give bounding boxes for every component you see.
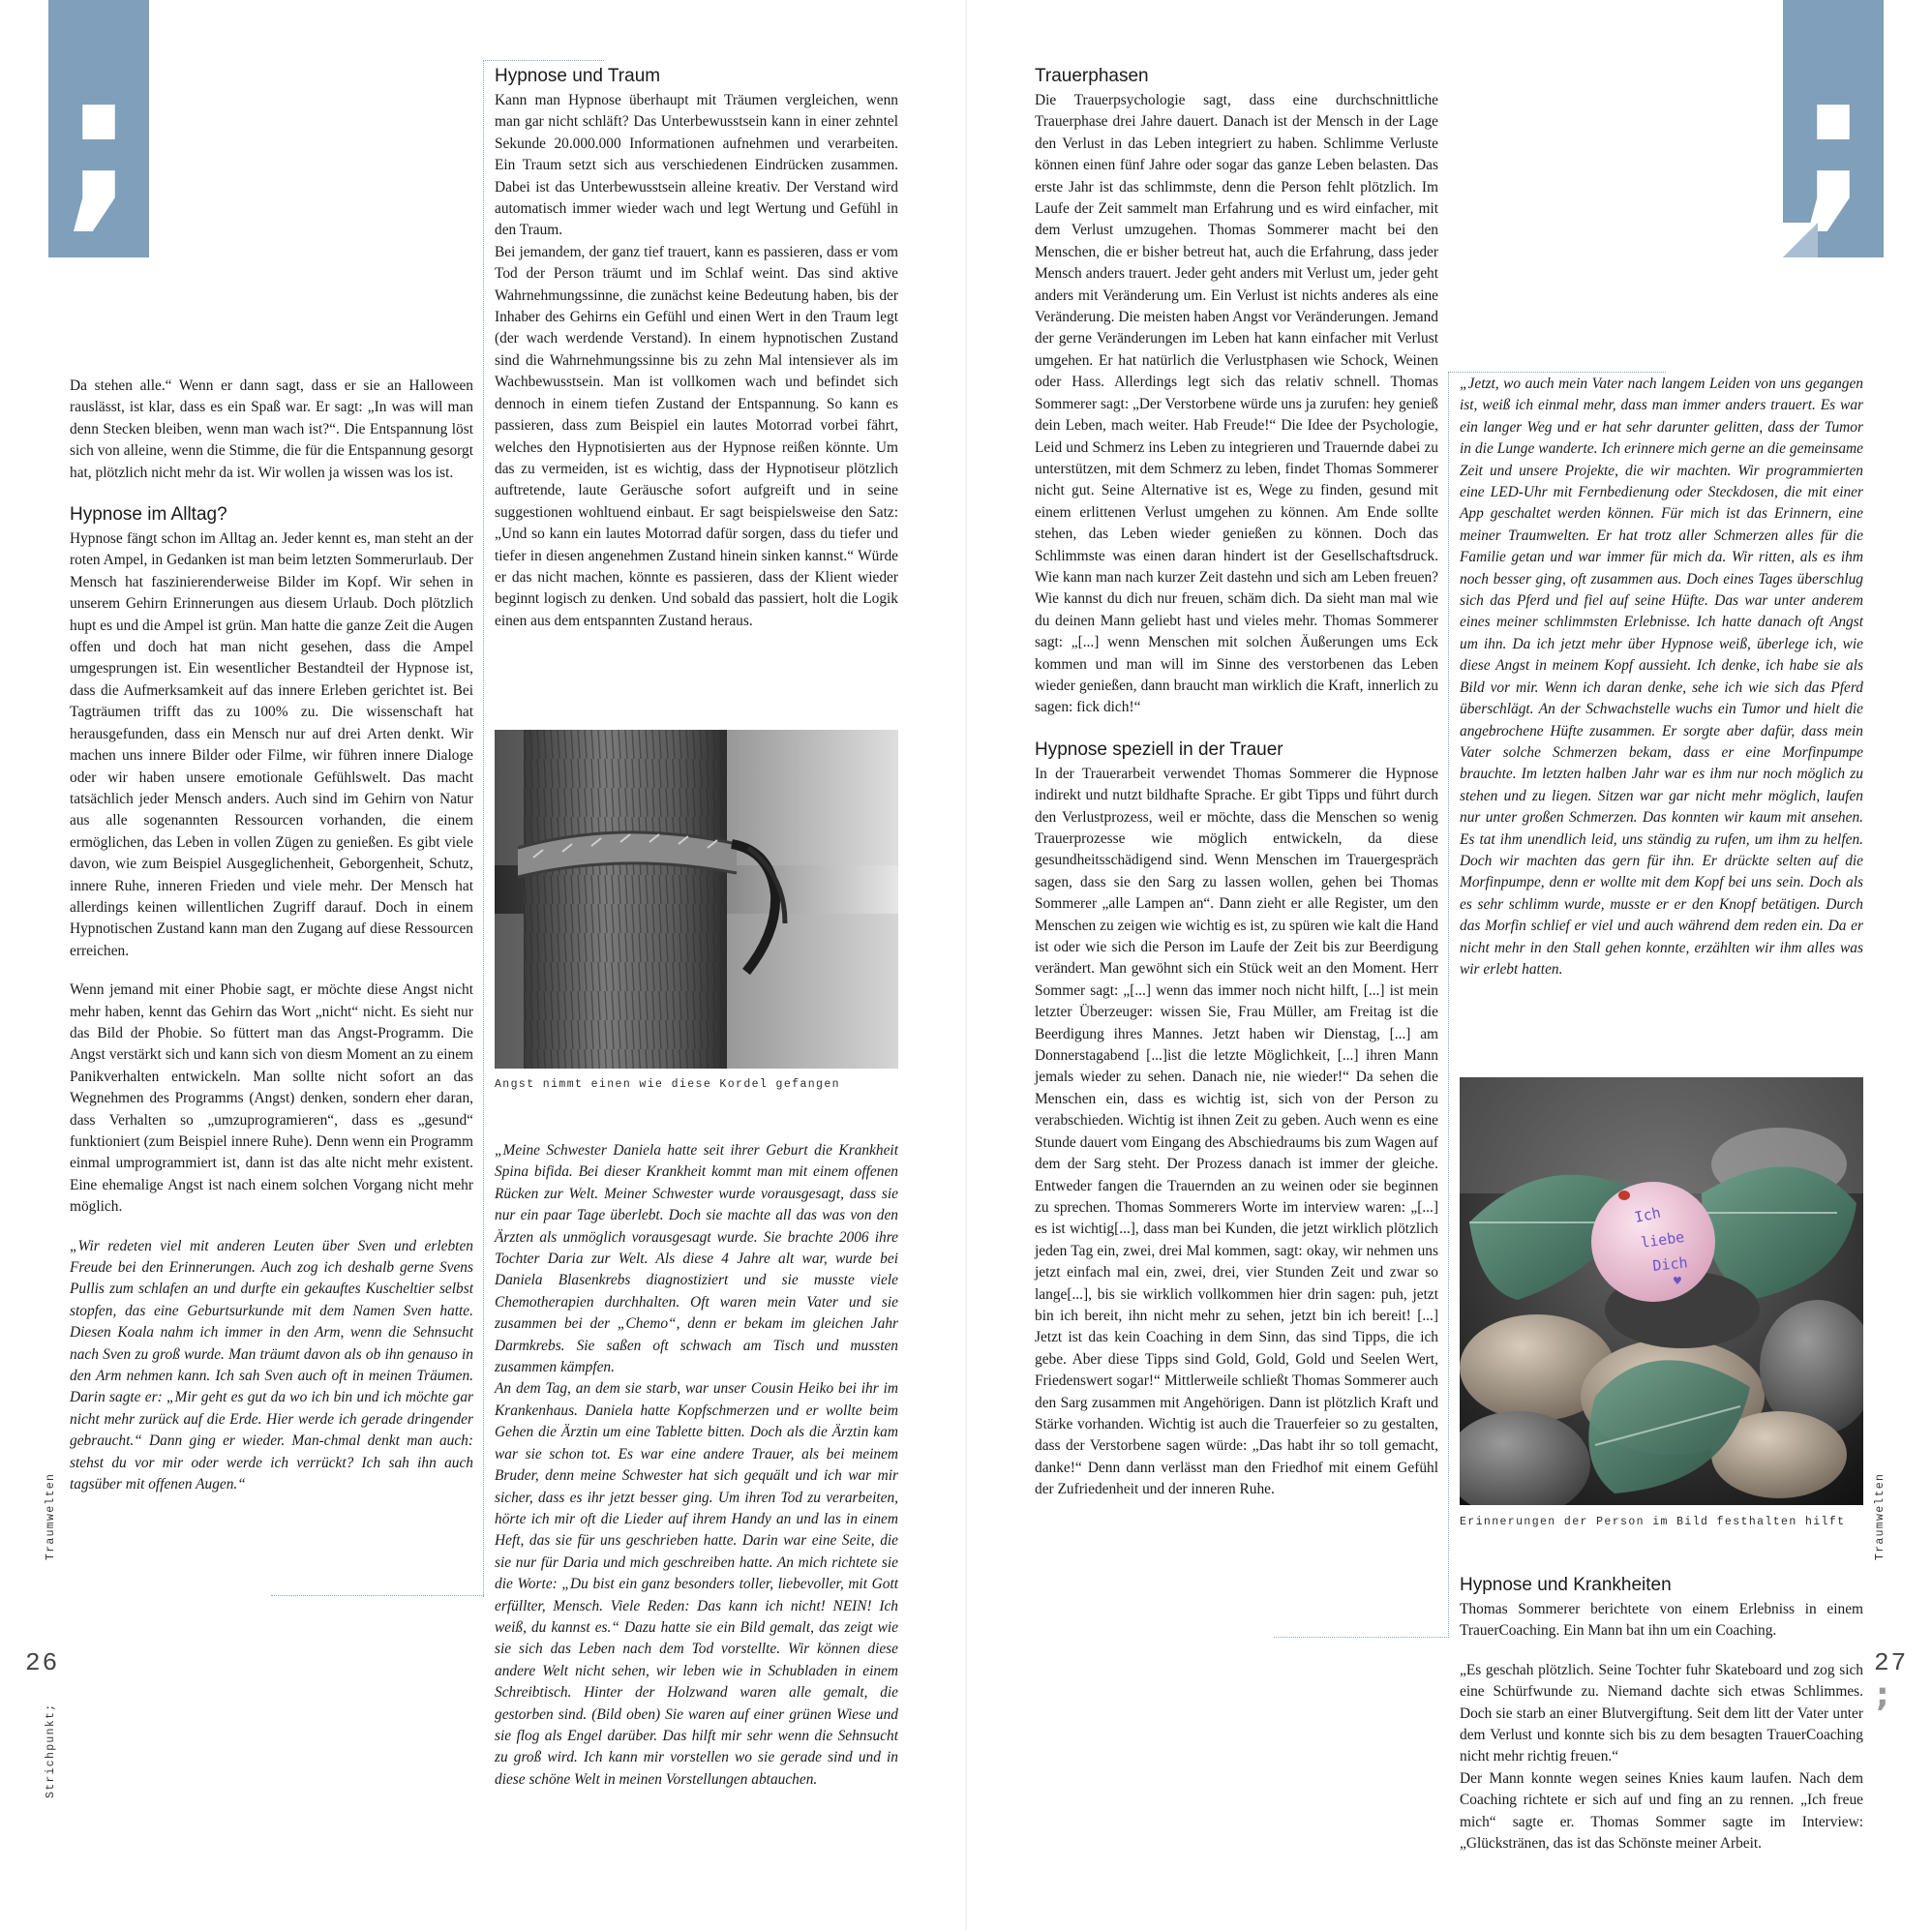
section-heading-alltag: Hypnose im Alltag?: [70, 504, 227, 526]
page-number-right: 27: [1874, 1648, 1909, 1677]
right-column-2: [1460, 374, 1863, 980]
quote-vater: „Jetzt, wo auch mein Vater nach langem Leiden von uns gegangen ist, weiß ich einmal mehr, dass man immer anders trauert. Es war ein langer Weg und er hat sehr darunter gelitten, dass der Tumor in die Lunge wanderte. Ich erinnere mich gerne an die gemeinsame Zeit und unsere Projekte, die wir machten. Wir programmierten eine LED-Uhr mit Fernbedienung oder Steckdosen, die mit einer App geschaltet werden können. Für mich ist das Erinnern, eine meiner Traumwelten. Er hat trotz aller Schmerzen alles für die Familie getan und war immer für mich da. Wir ritten, als es ihm noch besser ging, oft zusammen aus. Doch eines Tages überschlug sich das Pferd und fiel auf seine Hüfte. Das war unter anderem eines meiner schlimmsten Erlebnisse. Ich hatte danach oft Angst um ihn. Da ich jetzt mehr über Hypnose weiß, überlege ich, wie diese Angst in meinem Kopf aussieht. Ich denke, ich habe sie als Bild vor mir. Wenn ich daran denke, sehe ich wie sich das Pferd überschlägt. An der Schwachstelle wuchs ein Tumor und hielt die angebrochene Hüfte zusammen. Er sorgte aber dafür, dass mein Vater solche Schmerzen bekam, dass er eine Morfinpumpe brauchte. Im letzten halben Jahr war es ihm nur noch möglich zu stehen und zu liegen. Sitzen war gar nicht mehr möglich, laufen nur unter großen Schmerzen. Das konnten wir kaum mit ansehen. Es tat ihm unendlich leid, uns ständig zu rufen, um ihm zu helfen. Doch wir machten das gern für ihn. Er drückte selten auf die Morfinpumpe, denn er wollte mit dem Kopf bei uns sein. Doch als es sehr schlimm wurde, musste er er den Knopf betätigen. Durch das Morfin schlief er viel und auch während dem reden ein. Da er nicht mehr in den Stall gehen konnte, erzählten wir ihm alles was wir erlebt hatten.: [1460, 376, 1863, 978]
paragraph: Der Mann konnte wegen seines Knies kaum laufen. Nach dem Coaching richtete er sich auf und fing an zu rennen. „Ich freue mich“ sagte er. Thomas Sommer sagte im Interview: „Glückstränen, das ist das Schönste meiner Arbeit.: [1460, 1769, 1863, 1853]
dotted-rule: [271, 1595, 484, 1596]
center-gutter: [965, 0, 967, 1930]
page-number-left: 26: [25, 1648, 60, 1677]
dotted-rule: [1448, 372, 1449, 1638]
quote-daniela-continued: An dem Tag, an dem sie starb, war unser Cousin Heiko bei ihr im Krankenhaus. Daniela hatte Kopfschmerzen und er wollte beim Gehen die Ärztin um eine Tablette bitten. Doch als die Ärztin kam war sie schon tot. Es war eine andere Trauer, als bei meinem Bruder, denn meine Schwester hat sich gequält und ich war mir sicher, dass es ihr jetzt besser ging. Um ihren Tod zu verarbeiten, hörte ich mir oft die Lieder auf ihrem Handy an und las in einem Heft, das sie für uns geschrieben hatte. Darin war eine Seite, die sie nur für Daria und mich geschreiben hatte. An mich richtete sie die Worte: „Du bist ein ganz besonders toller, liebevoller, mit Gott erfüllter, Mensch. Viele Reden: Das kann ich nicht! NEIN! Ich weiß, du kannst es.“ Dazu hatte sie ein Bild gemalt, das zeigt wie sie sich das Leben nach dem Tod vorstellte. Wir können diese andere Welt nicht sehen, wir leben wie in Schubladen in einem Schreibtisch. Hinter der Holzwand waren alle gemalt, die gestorben sind. (Bild oben) Sie waren auf einer grünen Wiese und sie flog als Engel darüber. Das hilft mir sehr wenn die Sehnsucht zu groß wird. Ich kann mir vorstellen wo sie gerade sind und in diese schöne Welt in meinen Vorstellungen abtauchen.: [495, 1380, 898, 1788]
paragraph: Wenn jemand mit einer Phobie sagt, er möchte diese Angst nicht mehr haben, kennt das Gehirn das Wort „nicht“ nicht. Es sieht nur das Bild der Phobie. So füttert man das Angst-Programm. Die Angst verstärkt sich und kann sich von diesm Moment an zu einem Panikverhalten entwickeln. Man sollte nicht sofort an das Wegnehmen des Programms (Angst) denken, sondern eher daran, dass Verhalten so „umzuprogramieren“, dass es „gesund“ funktioniert (zum Beispiel innere Ruhe). Denn wenn ein Programm einmal umprogrammiert ist, dann ist das alte nicht mehr existent. Eine ehemalige Angst ist nach einem solchen Vorgang nicht mehr möglich.: [70, 981, 473, 1216]
paragraph: Da stehen alle.“ Wenn er dann sagt, dass er sie an Halloween rauslässt, ist klar, dass es ein Spaß war. Er sagt: „In was will man denn Stecken bleiben, wenn man wach ist?“. Die Entspannung löst sich von alleine, wenn die Stimme, die für die Entspannung gesorgt hat, plötzlich nicht mehr da ist. Wir wollen ja wissen was los ist.: [70, 377, 473, 481]
photo-caption: Angst nimmt einen wie diese Kordel gefangen: [495, 1078, 840, 1091]
section-heading-trauer-hypnose: Hypnose speziell in der Trauer: [1035, 739, 1283, 760]
dotted-rule: [483, 60, 604, 61]
paragraph: Kann man Hypnose überhaupt mit Träumen vergleichen, wenn man gar nicht schläft? Das Unterbewusstsein kann in einer zehntel Sekunde 20.000.000 Informationen aufnehmen und verarbeiten. Ein Traum setzt sich aus verschiedenen Eindrücken zusammen. Dabei ist das Unterbewusstsein alleine kreativ. Der Verstand wird automatisch immer wieder wach und legt Wertung und Gefühl in den Traum.: [495, 92, 898, 239]
section-heading-trauerphasen: Trauerphasen: [1035, 66, 1149, 86]
tab-fold-shadow: [1783, 223, 1818, 257]
side-label-traumwelten-right: Traumwelten: [1874, 1472, 1887, 1560]
right-column-1: [1035, 65, 1438, 1501]
dotted-rule: [1274, 1637, 1449, 1638]
quote-sven: „Wir redeten viel mit anderen Leuten über Sven und erlebten Freude bei den Erinnerungen. Auch zog ich deshalb gerne Svens Pullis zum schlafen an und durfte ein gekauftes Kuscheltier selbst stopfen, das eine Geburtsurkunde mit dem Namen Sven hatte. Diesen Koala nahm ich immer in den Arm, wenn die Sehnsucht nach Sven zu groß wurde. Man träumt davon als ob ihn genauso in den Arm nehmen kann. Ich sah Sven auch oft in meinen Träumen. Darin sagte er: „Mir geht es gut da wo ich bin und ich möchte gar nicht mehr zurück auf die Erde. Hier werde ich gerade dringender gebraucht.“ Dann ging er wieder. Man-chmal denkt man auch: stehst du vor mir oder werde ich verrückt? Ich sah ihn auch tagsüber mit offenen Augen.“: [70, 1237, 473, 1493]
stone-text-3: Dich: [1651, 1253, 1689, 1275]
paragraph: Hypnose fängt schon im Alltag an. Jeder kennt es, man steht an der roten Ampel, in Gedanken ist man beim letzten Sommerurlaub. Der Mensch hat faszinierenderweise Bilder im Kopf. Wir sehen in unserem Gehirn Erinnerungen aus diesem Urlaub. Doch plötzlich hupt es und die Ampel ist grün. Man hatte die ganze Zeit die Augen offen und doch hat man nicht gesehen, dass die Ampel umgesprungen ist. Ein wesentlicher Bestandteil der Hypnose ist, dass die Aufmerksamkeit auf das innere Erleben gerichtet ist. Bei Tagträumen trifft das zu 100% zu. Die wissenschaft hat herausgefunden, dass ein Mensch nur auf drei Arten denkt. Wir machen uns innere Bilder oder Filme, wir führen innere Dialoge oder wir haben unsere emotionale Gefühlswelt. Das macht tatsächlich jeder Mensch anders. Auch sind im Gehirn von Natur aus alle sogenannten Ressourcen vorhanden, die einem ermöglichen, das Leben in vollen Zügen zu genießen. Es gibt viele davon, wie zum Beispiel Ausgeglichenheit, Geborgenheit, Schutz, innere Ruhe, inneren Frieden und viele mehr. Der Mensch hat allerdings keinen willentlichen Zugriff darauf. Doch in einem Hypnotischen Zustand kann man den Zugang auf diese Ressourcen erreichen.: [70, 530, 473, 959]
paragraph: In der Trauerarbeit verwendet Thomas Sommerer die Hypnose indirekt und nutzt bildhafte Sprache. Er gibt Tipps und führt durch den Verlustprozess, weil er möchte, dass die Menschen so wenig Trauerprozesse wie möglich entwickeln, da diese gesundheitsschädigend sind. Wenn Menschen im Trauergespräch sagen, dass sie den Sarg zu lassen wollen, gehen bei Thomas Sommerer „alle Lampen an“. Dann zieht er alle Register, um den Menschen zu zeigen wie wichtig es ist, zu spüren wie kalt die Hand ist oder wie sich die Person im Laufe der Zeit bis zur Beerdigung verändert. Man gewöhnt sich ein Stück weit an den Moment. Herr Sommer sagt: „[...] wenn das immer noch nicht hilft, [...] ist mein letzter Überzeuger: wissen Sie, Frau Müller, am Freitag ist die Beerdigung ihres Mannes. Jetzt haben wir Dienstag, [...] am Donnerstagabend [...]ist die letzte Möglichkeit, [...] ihren Mann jemals wieder zu sehen. Danach nie, nie wieder!“ Da sehen die Menschen ein, dass es wichtig ist, sich von der Person zu verabschieden. Wichtig ist ihnen Zeit zu geben. Auch wenn es eine Stunde dauert vom Eingang des Abschiedraums bis zum Wagen auf dem der Sarg steht. Der Prozess danach ist immer der gleiche. Entweder fangen die Trauernden an zu weinen oder sie beginnen zu sprechen. Thomas Sommerers Worte im interview waren: „[...] es ist wichtig[...], dass man bei Kunden, die jetzt wirklich plötzlich jeden Tag ein, zwei, drei Mal kommen, sagt: okay, wir nehmen uns jetzt einfach mal ein, zwei, drei, vier Stunden Zeit und zwar so lange[...], bis sie wirklich vollkommen hier drin sagen: puh, jetzt bin ich bereit, ihn nicht mehr zu sehen, jetzt bin ich bereit! [...] Jetzt ist das kein Coaching in dem Sinn, das sind Tipps, die ich gebe. Aber diese Tipps sind Gold, Gold, Gold und Seelen Wert, Friedenswert sogar!“ Mittlerweile schließt Thomas Sommerer auch den Sarg zusammen mit Angehörigen. Dann ist plötzlich Kraft und Stärke vorhanden. Wichtig ist auch die Trauerfeier so zu gestalten, dass der Verstorbene sagen würde: „Das habt ihr so toll gemacht, danke!“ Denn dann verlässt man den Friedhof mit einem Gefühl der Zufriedenheit und der inneren Ruhe.: [1035, 765, 1438, 1498]
paragraph: Die Trauerpsychologie sagt, dass eine durchschnittliche Trauerphase drei Jahre dauert. Danach ist der Mensch in der Lage den Verlust in das Leben integriert zu haben. Schlimme Verluste können einen fünf Jahre oder sogar das ganze Leben belasten. Das erste Jahr ist das schlimmste, denn die Person fehlt plötzlich. Im Laufe der Zeit sammelt man Erfahrung und es wird einfacher, mit dem Verlust umzugehen. Thomas Sommerer macht bei den Menschen, die er bisher betreut hat, auch die Erfahrung, dass jeder Mensch anders trauert. Jeder geht anders mit Verlust um, jeder geht anders mit Veränderung um. Ein Verlust ist nichts anderes als eine Veränderung. Die meisten haben Angst vor Veränderungen. Jemand der gerne Veränderungen im Leben hat kann einfacher mit Verlust umgehen. Er hat natürlich die Verlustphasen wie Schock, Weinen oder Hass. Allerdings legt sich das relativ schnell. Thomas Sommerer sagt: „Der Verstorbene würde uns ja zurufen: hey genieß dein Leben, mach weiter. Hab Freude!“ Die Idee der Psychologie, Leid und Schmerz ins Leben zu integrieren und Trauernde dabei zu unterstützen, mit dem Schmerz zu leben, findet Thomas Sommerer nicht gut. Seine Alternative ist es, Wege zu finden, gesund mit einem erlittenen Verlust umgehen zu können. Am Ende sollte stehen, das Leben wieder genießen zu können. Doch das Schlimmste was einen daran hindert ist der Gesellschaftsdruck. Wie kann man nach kurzer Zeit dastehn und sich am Leben freuen? Wie kannst du dich nur freuen, schäm dich. Da sieht man mal wie du deinen Mann geliebt hast und vieles mehr. Thomas Sommerer sagt: „[...] wenn Menschen mit solchen Äußerungen ums Eck kommen und man will im Sinne des verstorbenen das Leben wieder genießen, dann braucht man wirklich die Kraft, innerlich zu sagen: fick dich!“: [1035, 92, 1438, 716]
right-column-2-bottom: [1460, 1574, 1863, 1855]
paragraph: „Es geschah plötzlich. Seine Tochter fuhr Skateboard und zog sich eine Schürfwunde zu. Niemand dachte sich etwas Schlimmes. Doch sie starb an einer Blutvergiftung. Seit dem litt der Vater unter dem Verlust und konnte sich bis zu dem besagten TrauerCoaching nicht mehr richtig freuen.“: [1460, 1661, 1863, 1765]
photo-caption: Erinnerungen der Person im Bild festhalten hilft: [1460, 1516, 1846, 1528]
heart-icon: ♥: [1673, 1275, 1682, 1287]
section-heading-traum: Hypnose und Traum: [495, 66, 661, 86]
quote-daniela: „Meine Schwester Daniela hatte seit ihrer Geburt die Krankheit Spina bifida. Bei dieser Krankheit kommt man mit einem offenen Rücken zur Welt. Meiner Schwester wurde vorausgesagt, dass sie nur ein paar Tage überlebt. Doch sie machte all das was von den Ärzten als unmöglich vorausgesagt wurde. Sie brachte 2006 ihre Tochter Daria zur Welt. Als diese 4 Jahre alt war, wurde bei Daniela Blasenkrebs diagnostiziert und sie musste viele Chemotherapien durchhalten. Oft waren mein Vater und sie zusammen bei der „Chemo“, denn er bekam im gleichen Jahr Darmkrebs. Sie saßen oft schwach am Tisch und mussten zusammen kämpfen.: [495, 1142, 898, 1376]
right-corner-tab: [1783, 0, 1884, 257]
side-label-strichpunkt: Strichpunkt;: [45, 1703, 57, 1798]
semicolon-mark-icon: ;: [1796, 35, 1870, 249]
stone-text-1: Ich: [1633, 1203, 1663, 1226]
stone-text-2: liebe: [1640, 1227, 1686, 1251]
side-label-traumwelten-left: Traumwelten: [45, 1472, 57, 1560]
dotted-rule: [1448, 372, 1666, 373]
semicolon-small-icon: ;: [1876, 1675, 1889, 1714]
section-heading-krankheiten: Hypnose und Krankheiten: [1460, 1575, 1672, 1595]
left-column-2-quote: [495, 1140, 898, 1791]
photo-tree-rope: [495, 730, 898, 1069]
photo-stones-ivy: [1460, 1077, 1863, 1505]
paragraph: Bei jemandem, der ganz tief trauert, kann es passieren, dass er vom Tod der Person träumt und im Schlaf weint. Das sind aktive Wahrnehmungssinne, die zunächst keine Bedeutung haben, bis der Inhaber des Gehirns ein Gefühl und einen Wert in den Traum legt (der wach werdende Verstand). In einem hypnotischen Zustand sind die Wahrnehmungssinne bis zu zehn Mal intensiever als im Wachbewusstsein. Man ist vollkomen wach und befindet sich dennoch in einem tiefen Zustand der Entspannung. So kann es passieren, dass zum Beispiel ein lautes Motorrad vorbei fährt, welches den Hypnotisierten aus der Hypnose reißen könnte. Um das zu vermeiden, ist es wichtig, dass der Hypnotiseur plötzlich auftretende, laute Geräusche sofort aufgreift und in seine suggestionen wohltuend einbaut. Er sagt beispielsweise den Satz: „Und so kann ein lautes Motorrad dafür sorgen, dass du tiefer und tiefer in diesen angenehmen Zustand hinein sinken kannst.“ Würde er das nicht machen, könnte es passieren, dass der Klient wieder beginnt logisch zu denken. Und sobald das passiert, holt die Logik einen aus dem entspannten Zustand heraus.: [495, 243, 898, 629]
dotted-rule: [483, 60, 484, 1597]
left-column-2: [495, 65, 898, 632]
left-column-1: [70, 376, 473, 1496]
left-corner-tab: [48, 0, 149, 257]
paragraph: Thomas Sommerer berichtete von einem Erlebniss in einem TrauerCoaching. Ein Mann bat ihn um ein Coaching.: [1460, 1601, 1863, 1640]
semicolon-mark-icon: ;: [62, 35, 136, 249]
